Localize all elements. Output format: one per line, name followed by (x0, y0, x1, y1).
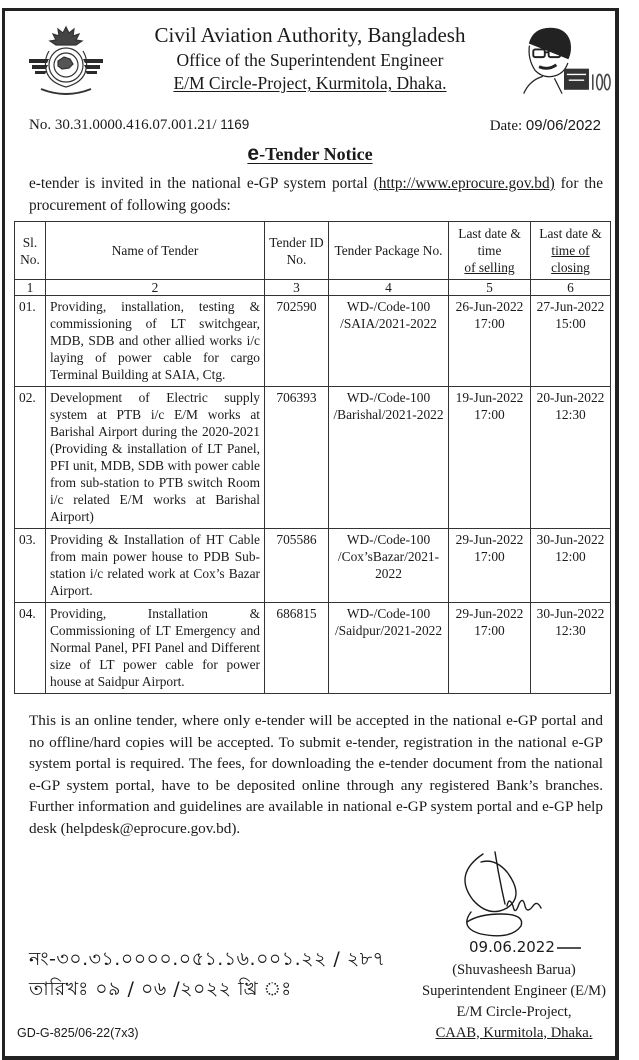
table-row (15, 387, 611, 529)
date-value: 09/06/2022 (525, 117, 601, 134)
footer-code: GD-G-825/06-22(7x3) (17, 1025, 139, 1040)
selling-time: 17:00 (474, 316, 505, 331)
closing-time: 12:00 (555, 549, 586, 564)
row-selling (449, 296, 531, 387)
row-closing (531, 603, 611, 694)
row-selling (449, 603, 531, 694)
signatory-circle: E/M Circle-Project, (456, 1003, 572, 1020)
selling-time: 17:00 (474, 549, 505, 564)
selling-date: 29-Jun-2022 (455, 532, 524, 547)
intro-before: e-tender is invited in the national e-GP system portal (29, 175, 374, 192)
header-selling (449, 222, 531, 280)
caab-emblem-logo (27, 23, 105, 103)
row-closing (531, 296, 611, 387)
intro-paragraph (29, 173, 603, 217)
row-closing (531, 387, 611, 529)
index-cell: 5 (449, 280, 531, 296)
handwritten-signature (439, 848, 589, 960)
signature-date: 09.06.2022 (469, 937, 555, 956)
circle-name-text: E/M Circle-Project, Kurmitola, Dhaka. (173, 73, 447, 93)
closing-date: 30-Jun-2022 (536, 532, 605, 547)
header-closing-line2: time of closing (551, 243, 590, 275)
header-selling-line1: Last date & time (458, 226, 521, 258)
selling-time: 17:00 (474, 407, 505, 422)
header-sl: Sl. No. (15, 222, 46, 280)
mujib-100-logo (516, 23, 612, 98)
document-border (2, 8, 619, 1060)
row-sl: 04. (15, 603, 46, 694)
notice-title (5, 141, 615, 167)
package-line1: WD-/Code-100 (346, 299, 431, 314)
row-name: Providing, Installation & Commissioning of LT Emergency and Normal Panel, PFI Panel and Different size of LT power cable for power house at Saidpur Airport. (46, 603, 265, 694)
package-line1: WD-/Code-100 (346, 532, 431, 547)
package-line2: /Barishal/2021-2022 (333, 407, 444, 422)
reference-suffix: 1169 (216, 117, 250, 132)
table-index-row (15, 280, 611, 296)
closing-date: 30-Jun-2022 (536, 606, 605, 621)
row-selling (449, 529, 531, 603)
bottom-section (17, 848, 607, 1044)
letterhead (5, 21, 615, 111)
index-cell: 3 (265, 280, 329, 296)
header-closing (531, 222, 611, 280)
row-package (329, 296, 449, 387)
signature-area (421, 848, 607, 1044)
index-cell: 4 (329, 280, 449, 296)
signatory-name: (Shuvasheesh Barua) (452, 961, 576, 978)
selling-time: 17:00 (474, 623, 505, 638)
table-row (15, 296, 611, 387)
closing-time: 12:30 (555, 623, 586, 638)
closing-time: 15:00 (555, 316, 586, 331)
row-package (329, 603, 449, 694)
selling-date: 19-Jun-2022 (455, 390, 524, 405)
row-closing (531, 529, 611, 603)
table-row (15, 603, 611, 694)
row-tender-id: 705586 (265, 529, 329, 603)
tender-table (14, 221, 611, 694)
package-line2: /Saidpur/2021-2022 (334, 623, 443, 638)
package-line2: /Cox’sBazar/2021-2022 (337, 549, 440, 581)
signatory-location: CAAB, Kurmitola, Dhaka. (435, 1024, 593, 1041)
date-label: Date: (489, 118, 526, 134)
row-selling (449, 387, 531, 529)
selling-date: 26-Jun-2022 (455, 299, 524, 314)
package-line1: WD-/Code-100 (346, 606, 431, 621)
online-tender-paragraph: This is an online tender, where only e-tender will be accepted in the national e-GP portal and no offline/hard copies will be accepted. To submit e-tender, registration in the national e-GP system portal is required. The fees, for downloading the e-tender document from the national e-GP system portal, have to be deposited online through any registered Bank’s branches. Further information and guidelines are available in national e-GP system portal and e-GP help desk (helpdesk@eprocure.gov.bd). (29, 712, 603, 837)
selling-date: 29-Jun-2022 (455, 606, 524, 621)
reference-line (5, 117, 615, 139)
index-cell: 1 (15, 280, 46, 296)
bangla-reference-block (17, 944, 421, 1044)
closing-date: 20-Jun-2022 (536, 390, 605, 405)
row-tender-id: 706393 (265, 387, 329, 529)
index-cell: 6 (531, 280, 611, 296)
notice-title-e: e (247, 142, 260, 165)
header-name: Name of Tender (46, 222, 265, 280)
row-sl: 01. (15, 296, 46, 387)
row-package (329, 529, 449, 603)
header-tender-id: Tender ID No. (265, 222, 329, 280)
office-name: Office of the Superintendent Engineer (176, 50, 444, 70)
table-header-row (15, 222, 611, 280)
eprocure-link[interactable]: (http://www.eprocure.gov.bd) (373, 175, 555, 192)
closing-time: 12:30 (555, 407, 586, 422)
row-sl: 03. (15, 529, 46, 603)
header-selling-line2: of selling (464, 260, 515, 275)
row-sl: 02. (15, 387, 46, 529)
notice-date (490, 117, 601, 135)
row-tender-id: 702590 (265, 296, 329, 387)
table-row (15, 529, 611, 603)
row-name: Development of Electric supply system at PTB i/c E/M works at Barishal Airport during the 2020-2021 (Providing & installation of LT Panel, PFI unit, MDB, SDB with power cable from sub-station to PTB switch Room i/c related E/M works at Barishal Airport) (46, 387, 265, 529)
closing-date: 27-Jun-2022 (536, 299, 605, 314)
organization-name: Civil Aviation Authority, Bangladesh (154, 23, 466, 47)
row-name: Providing, installation, testing & commissioning of LT switchgear, MDB, SDB and other allied works i/c laying of power cable for cargo Terminal Building at SAIA, Ctg. (46, 296, 265, 387)
signatory-designation: Superintendent Engineer (E/M) (422, 982, 606, 999)
header-package: Tender Package No. (329, 222, 449, 280)
package-line1: WD-/Code-100 (346, 390, 431, 405)
header-closing-line1: Last date & (539, 226, 602, 241)
row-package (329, 387, 449, 529)
signatory-block (421, 960, 607, 1044)
bangla-date: তারিখঃ ০৯ / ০৬ /২০২২ খ্রি ঃ (29, 977, 292, 1000)
package-line2: /SAIA/2021-2022 (340, 316, 437, 331)
notice-title-rest: -Tender Notice (259, 144, 373, 164)
bangla-reference-number: নং-৩০.৩১.০০০০.০৫১.১৬.০০১.২২ / ২৮৭ (29, 947, 386, 970)
reference-number (29, 117, 249, 134)
row-name: Providing & Installation of HT Cable from main power house to PDB Sub-station i/c related work at Cox’s Bazar Airport. (46, 529, 265, 603)
reference-prefix: No. 30.31.0000.416.07.001.21/ (29, 117, 217, 133)
index-cell: 2 (46, 280, 265, 296)
row-tender-id: 686815 (265, 603, 329, 694)
intro-after: for the procurement of following goods: (29, 175, 603, 214)
